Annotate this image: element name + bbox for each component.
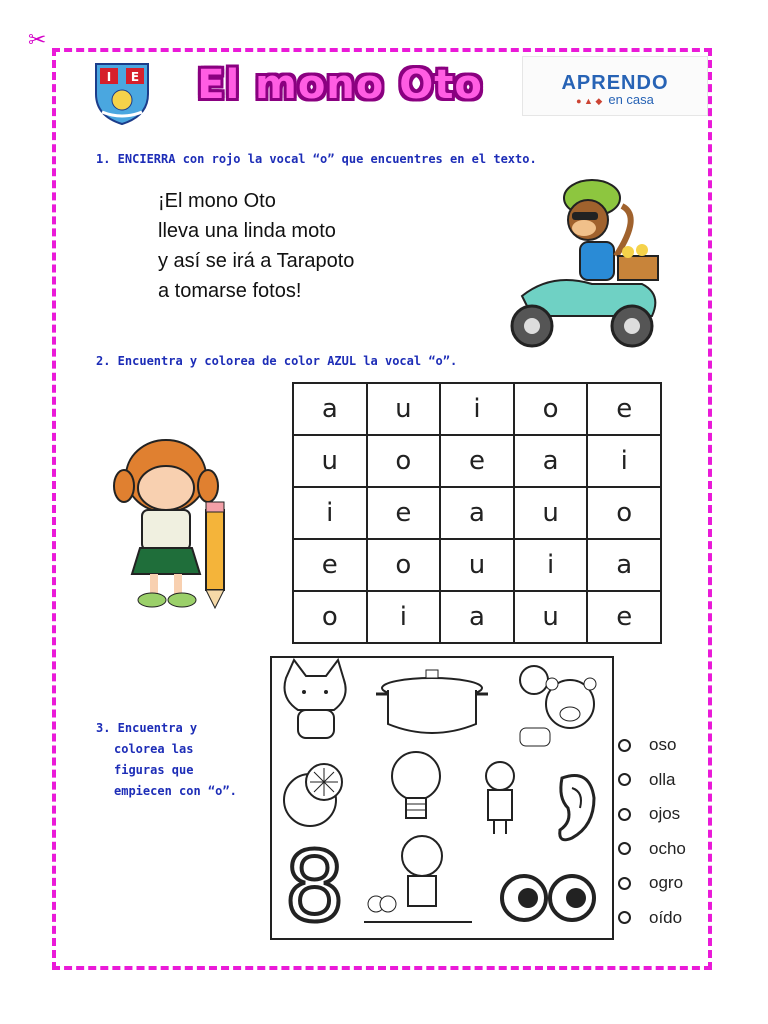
grid-row bbox=[293, 383, 661, 435]
instruction-3 bbox=[96, 718, 237, 802]
grid-cell[interactable]: e bbox=[440, 435, 514, 487]
grid-row bbox=[293, 591, 661, 643]
circle-checkbox[interactable] bbox=[618, 877, 631, 890]
circle-checkbox[interactable] bbox=[618, 842, 631, 855]
word-label: olla bbox=[649, 769, 676, 789]
grid-cell[interactable]: u bbox=[514, 591, 588, 643]
grid-cell[interactable]: e bbox=[293, 539, 367, 591]
instruction-3-line: 3. Encuentra y bbox=[96, 721, 198, 735]
circle-checkbox[interactable] bbox=[618, 773, 631, 786]
pot-icon[interactable] bbox=[376, 670, 488, 733]
word-option[interactable] bbox=[618, 901, 686, 936]
word-label: oído bbox=[649, 907, 683, 927]
instruction-2: 2. Encuentra y colorea de color AZUL la vocal “o”. bbox=[96, 354, 458, 368]
grid-row bbox=[293, 487, 661, 539]
poem bbox=[158, 186, 354, 306]
grid-cell[interactable]: i bbox=[440, 383, 514, 435]
instruction-3-line: figuras que bbox=[114, 763, 194, 777]
word-option[interactable] bbox=[618, 763, 686, 798]
scissors-icon: ✂ bbox=[28, 28, 47, 53]
school-shield-icon bbox=[92, 60, 152, 126]
grid-cell[interactable]: o bbox=[587, 487, 661, 539]
aprendo-en-casa-logo bbox=[522, 56, 708, 116]
brand-dots-icon: ● ▲ ◆ bbox=[576, 96, 603, 106]
grid-cell[interactable]: u bbox=[293, 435, 367, 487]
ear-icon[interactable] bbox=[560, 776, 594, 840]
grid-cell[interactable]: i bbox=[367, 591, 441, 643]
word-label: ojos bbox=[649, 804, 681, 824]
digit-eight[interactable]: 8 bbox=[284, 831, 346, 938]
svg-text:I: I bbox=[106, 70, 112, 84]
instruction-3-line: empiecen con “o”. bbox=[114, 784, 237, 798]
girl-with-pencil-icon bbox=[106, 432, 256, 612]
grid-cell[interactable]: a bbox=[440, 591, 514, 643]
orange-icon[interactable] bbox=[284, 764, 342, 826]
grid-cell[interactable]: e bbox=[367, 487, 441, 539]
grid-cell[interactable]: a bbox=[587, 539, 661, 591]
pictures-box bbox=[270, 656, 614, 940]
instruction-3-line: colorea las bbox=[114, 742, 194, 756]
word-option[interactable] bbox=[618, 866, 686, 901]
word-option[interactable] bbox=[618, 728, 686, 763]
grid-cell[interactable]: o bbox=[367, 539, 441, 591]
word-option[interactable] bbox=[618, 797, 686, 832]
grid-cell[interactable]: i bbox=[587, 435, 661, 487]
circle-checkbox[interactable] bbox=[618, 739, 631, 752]
word-option[interactable] bbox=[618, 832, 686, 867]
circle-checkbox[interactable] bbox=[618, 911, 631, 924]
word-label: oso bbox=[649, 735, 677, 755]
poem-line: a tomarse fotos! bbox=[158, 280, 302, 302]
page-title: El mono Oto bbox=[197, 62, 483, 108]
grid-cell[interactable]: u bbox=[514, 487, 588, 539]
grid-cell[interactable]: u bbox=[440, 539, 514, 591]
svg-text:E: E bbox=[130, 70, 140, 84]
grid-row bbox=[293, 435, 661, 487]
grid-cell[interactable]: e bbox=[587, 591, 661, 643]
grid-cell[interactable]: o bbox=[514, 383, 588, 435]
girl-icon[interactable] bbox=[486, 762, 514, 834]
grid-cell[interactable]: i bbox=[514, 539, 588, 591]
grid-cell[interactable]: a bbox=[514, 435, 588, 487]
grid-cell[interactable]: a bbox=[440, 487, 514, 539]
poem-line: y así se irá a Tarapoto bbox=[158, 250, 355, 272]
grid-cell[interactable]: o bbox=[367, 435, 441, 487]
monkey-on-scooter-icon bbox=[492, 176, 672, 356]
word-label: ocho bbox=[649, 838, 686, 858]
instruction-1: 1. ENCIERRA con rojo la vocal “o” que encuentres en el texto. bbox=[96, 152, 537, 166]
grid-row bbox=[293, 539, 661, 591]
word-list bbox=[618, 728, 686, 935]
bears-icon[interactable] bbox=[520, 666, 596, 746]
grid-cell[interactable]: o bbox=[293, 591, 367, 643]
cat-icon[interactable] bbox=[285, 660, 346, 738]
vowel-grid bbox=[292, 382, 662, 644]
poem-line: ¡El mono Oto bbox=[158, 190, 276, 212]
brand-sub-text: en casa bbox=[608, 92, 654, 107]
child-icon[interactable] bbox=[364, 836, 472, 922]
grid-cell[interactable]: u bbox=[367, 383, 441, 435]
poem-line: lleva una linda moto bbox=[158, 220, 336, 242]
grid-cell[interactable]: i bbox=[293, 487, 367, 539]
brand-main-text: APRENDO bbox=[561, 72, 669, 94]
eyes-icon[interactable] bbox=[502, 876, 594, 920]
grid-cell[interactable]: a bbox=[293, 383, 367, 435]
word-label: ogro bbox=[649, 873, 684, 893]
grid-cell[interactable]: e bbox=[587, 383, 661, 435]
lightbulb-icon[interactable] bbox=[392, 752, 440, 818]
circle-checkbox[interactable] bbox=[618, 808, 631, 821]
pictures-illustration bbox=[272, 658, 612, 938]
